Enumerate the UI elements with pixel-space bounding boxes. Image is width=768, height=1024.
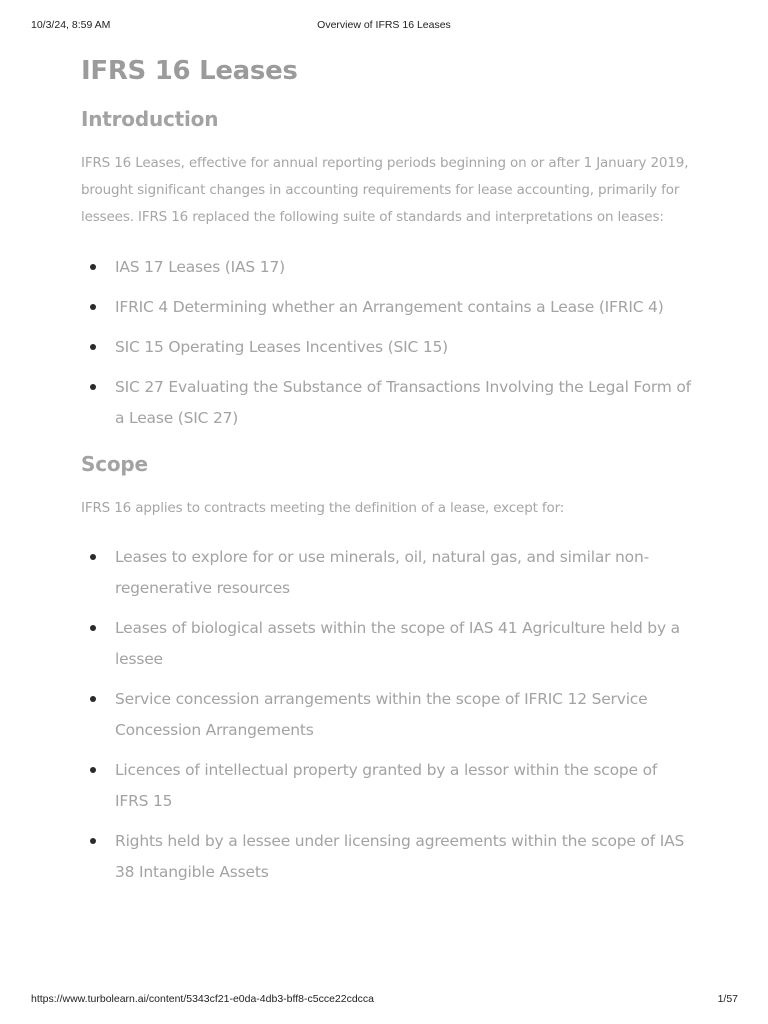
list-item — [81, 684, 691, 746]
list-item — [81, 332, 691, 363]
bullet-icon — [90, 767, 96, 773]
scope-exceptions-list — [81, 542, 691, 888]
list-item-text: SIC 27 Evaluating the Substance of Transactions Involving the Legal Form of a Lease (SIC 27) — [115, 378, 691, 427]
list-item — [81, 372, 691, 434]
list-item — [81, 613, 691, 675]
bullet-icon — [90, 696, 96, 702]
replaced-standards-list — [81, 252, 691, 434]
document-title: IFRS 16 Leases — [81, 56, 298, 86]
list-item-text: IAS 17 Leases (IAS 17) — [115, 258, 285, 276]
scope-text: IFRS 16 applies to contracts meeting the definition of a lease, except for: — [81, 500, 565, 516]
bullet-icon — [90, 304, 96, 310]
introduction-heading: Introduction — [81, 107, 219, 131]
bullet-icon — [90, 554, 96, 560]
list-item-text: Rights held by a lessee under licensing agreements within the scope of IAS 38 Intangible Assets — [115, 832, 685, 881]
list-item — [81, 755, 691, 817]
bullet-icon — [90, 838, 96, 844]
print-date: 10/3/24, 8:59 AM — [31, 19, 111, 31]
introduction-text: IFRS 16 Leases, effective for annual reporting periods beginning on or after 1 January 2019, brought significant changes in accounting requirements for lease accounting, primarily for lessees. IFRS 16 replaced the following suite of standards and interpretations on leases: — [81, 155, 689, 225]
list-item-text: Leases to explore for or use minerals, oil, natural gas, and similar non-regenerative resources — [115, 548, 649, 597]
list-item — [81, 826, 691, 888]
document-content — [81, 52, 691, 897]
scope-heading: Scope — [81, 452, 148, 476]
bullet-icon — [90, 384, 96, 390]
list-item-text: SIC 15 Operating Leases Incentives (SIC 15) — [115, 338, 448, 356]
bullet-icon — [90, 625, 96, 631]
list-item-text: Leases of biological assets within the scope of IAS 41 Agriculture held by a lessee — [115, 619, 680, 668]
list-item-text: Service concession arrangements within the scope of IFRIC 12 Service Concession Arrangements — [115, 690, 648, 739]
list-item — [81, 252, 691, 283]
print-url: https://www.turbolearn.ai/content/5343cf21-e0da-4db3-bff8-c5cce22cdcca — [31, 993, 375, 1005]
print-header — [0, 19, 768, 33]
page-number: 1/57 — [717, 993, 738, 1005]
print-footer — [0, 993, 768, 1007]
print-page-title: Overview of IFRS 16 Leases — [317, 19, 451, 31]
list-item-text: Licences of intellectual property granted by a lessor within the scope of IFRS 15 — [115, 761, 658, 810]
list-item — [81, 542, 691, 604]
list-item-text: IFRIC 4 Determining whether an Arrangement contains a Lease (IFRIC 4) — [115, 298, 664, 316]
bullet-icon — [90, 264, 96, 270]
bullet-icon — [90, 344, 96, 350]
list-item — [81, 292, 691, 323]
